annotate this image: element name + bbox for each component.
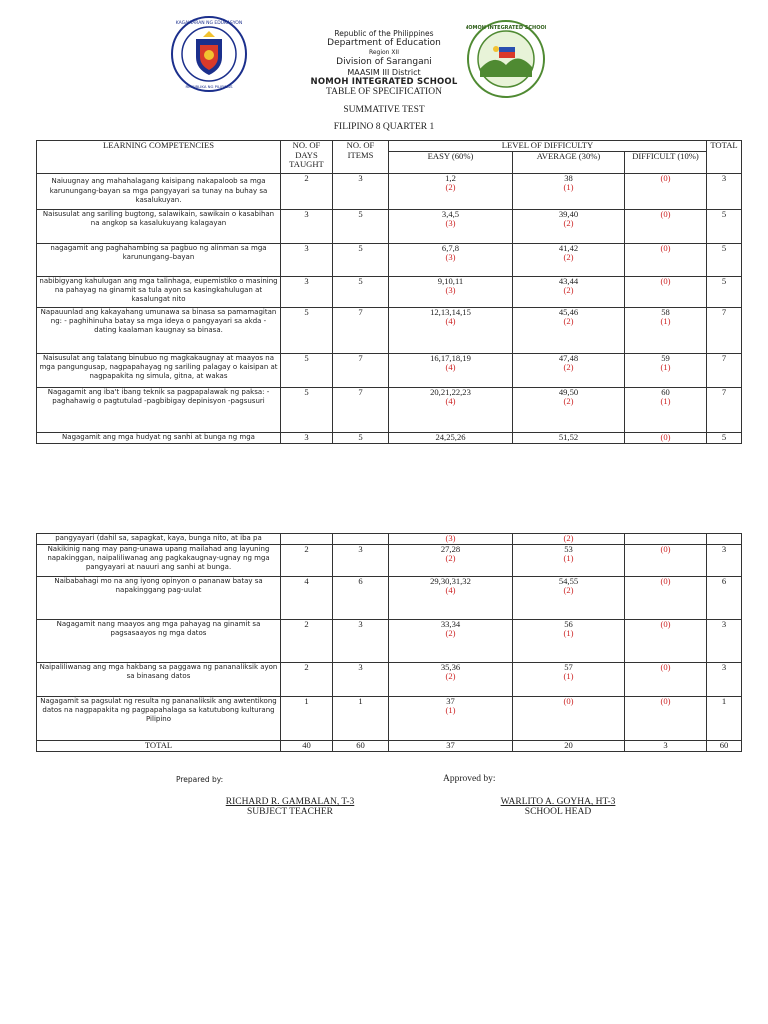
difficult-cell	[625, 432, 707, 443]
average-cell	[513, 544, 625, 576]
row-total-cell: 3	[707, 662, 742, 696]
items-cell: 1	[333, 696, 389, 740]
competency-text: Naisusulat ang talatang binubuo ng magkakaugnay at maayos na mga pangungusap, nagpapahayag ng sariling palagay o kaisipan at nagpapakita ng simula, gitna, at wakas	[39, 353, 278, 380]
district-line: MAASIM III District	[347, 68, 421, 77]
items-cell: 7	[333, 387, 389, 432]
difficult-cell	[625, 209, 707, 243]
item-count: (2)	[563, 285, 574, 296]
competency-text: Nagagamit ang iba't ibang teknik sa pagpapalawak ng paksa: -paghahawig o pagtutulad -pagbibigay depinisyon -pagsusuri	[47, 387, 270, 405]
competency-cell	[37, 243, 281, 276]
total-row	[37, 740, 742, 751]
item-count: (0)	[660, 662, 671, 672]
days-cell	[281, 534, 333, 545]
difficult-cell	[625, 576, 707, 619]
item-numbers: 12,13,14,15	[430, 307, 471, 317]
item-numbers: 47,48	[558, 353, 579, 363]
competency-cell	[37, 696, 281, 740]
average-cell	[513, 619, 625, 662]
row-total-cell: 7	[707, 387, 742, 432]
difficult-cell	[625, 243, 707, 276]
competency-text: Nakikinig nang may pang-unawa upang mailahad ang layuning napakinggan, naipaliliwanag ang pagkakaugnay-ugnay ng mga pangyayari at nauuri ang sanhi at bunga.	[47, 544, 270, 571]
table-row	[37, 353, 742, 387]
items-cell: 5	[333, 276, 389, 307]
row-total-cell: 3	[707, 544, 742, 576]
total-difficult: 3	[625, 740, 707, 751]
header-competencies: LEARNING COMPETENCIES	[37, 141, 281, 174]
average-cell	[513, 576, 625, 619]
item-numbers: 56	[564, 619, 573, 629]
table-row	[37, 544, 742, 576]
row-total-cell: 5	[707, 209, 742, 243]
competency-cell	[37, 353, 281, 387]
approved-by-label: Approved by:	[443, 774, 496, 784]
difficult-cell	[625, 544, 707, 576]
competency-text: Nagagamit sa pagsulat ng resulta ng pananaliksik ang awtentikong datos na nagpapakita ng pagpapahalaga sa katutubong kulturang Pilipino	[40, 696, 277, 723]
items-cell: 7	[333, 353, 389, 387]
total-label: TOTAL	[37, 740, 281, 751]
specification-table-page2	[36, 533, 742, 752]
items-cell: 3	[333, 619, 389, 662]
average-cell	[513, 353, 625, 387]
school-name: NOMOH INTEGRATED SCHOOL	[310, 77, 458, 87]
item-numbers: (0)	[563, 696, 574, 706]
days-cell: 2	[281, 544, 333, 576]
competency-text: pangyayari (dahil sa, sapagkat, kaya, bunga nito, at iba pa	[55, 534, 262, 542]
items-cell: 7	[333, 307, 389, 353]
item-count: (0)	[660, 209, 671, 219]
competency-cell	[37, 276, 281, 307]
item-numbers: 35,36	[440, 662, 461, 672]
easy-cell	[389, 353, 513, 387]
days-cell: 2	[281, 619, 333, 662]
item-numbers: 33,34	[440, 619, 461, 629]
days-cell: 3	[281, 432, 333, 443]
item-count: (4)	[445, 585, 456, 596]
item-numbers: 9,10,11	[437, 276, 464, 286]
days-cell: 1	[281, 696, 333, 740]
items-cell	[333, 534, 389, 545]
total-average: 20	[513, 740, 625, 751]
difficult-cell	[625, 619, 707, 662]
days-cell: 2	[281, 662, 333, 696]
items-cell: 5	[333, 243, 389, 276]
item-count: (1)	[660, 316, 671, 327]
svg-text:REPUBLIKA NG PILIPINAS: REPUBLIKA NG PILIPINAS	[185, 84, 233, 89]
prepared-name: RICHARD R. GAMBALAN, T-3	[225, 797, 355, 807]
easy-cell	[389, 173, 513, 209]
item-numbers: 20,21,22,23	[430, 387, 471, 397]
item-count: (3)	[445, 218, 456, 229]
item-count: (4)	[445, 396, 456, 407]
easy-cell	[389, 276, 513, 307]
item-count: (3)	[445, 533, 456, 543]
total-easy: 37	[389, 740, 513, 751]
row-total-cell: 7	[707, 353, 742, 387]
items-cell: 5	[333, 432, 389, 443]
item-numbers: 58	[661, 307, 670, 317]
item-count: (0)	[660, 276, 671, 286]
average-cell	[513, 209, 625, 243]
item-count: (0)	[660, 173, 671, 183]
competency-cell	[37, 619, 281, 662]
average-cell	[513, 662, 625, 696]
item-count: (3)	[445, 252, 456, 263]
easy-cell	[389, 432, 513, 443]
easy-cell	[389, 307, 513, 353]
competency-cell	[37, 544, 281, 576]
item-count: (0)	[660, 544, 671, 554]
item-numbers: 24,25,26	[435, 432, 466, 442]
easy-cell	[389, 576, 513, 619]
days-cell: 5	[281, 387, 333, 432]
item-count: (1)	[445, 705, 456, 716]
competency-cell	[37, 662, 281, 696]
days-cell: 4	[281, 576, 333, 619]
difficult-cell	[625, 307, 707, 353]
item-numbers: 1,2	[445, 173, 456, 183]
table-row	[37, 619, 742, 662]
easy-cell	[389, 696, 513, 740]
table-row	[37, 243, 742, 276]
difficult-cell	[625, 534, 707, 545]
approved-name: WARLITO A. GOYHA, HT-3	[500, 797, 616, 807]
item-count: (2)	[445, 553, 456, 564]
competency-cell	[37, 173, 281, 209]
items-cell: 3	[333, 662, 389, 696]
average-cell	[513, 432, 625, 443]
competency-cell	[37, 432, 281, 443]
competency-cell	[37, 209, 281, 243]
easy-cell	[389, 662, 513, 696]
item-numbers: 37	[446, 696, 455, 706]
region-line: Region XII	[368, 49, 400, 56]
item-numbers: 51,52	[558, 432, 579, 442]
total-items: 60	[333, 740, 389, 751]
row-total-cell: 5	[707, 243, 742, 276]
item-count: (4)	[445, 316, 456, 327]
item-count: (2)	[563, 396, 574, 407]
header-average: AVERAGE (30%)	[513, 151, 625, 173]
item-count: (1)	[563, 553, 574, 564]
item-numbers: 54,55	[558, 576, 579, 586]
table-row	[37, 432, 742, 443]
prepared-by-label: Prepared by:	[176, 775, 224, 784]
average-cell	[513, 387, 625, 432]
competency-text: Naiuugnay ang mahahalagang kaisipang nakapaloob sa mga karunungang-bayan sa mga pangyayari sa tunay na buhay sa kasalukuyan.	[49, 177, 268, 204]
item-numbers: 38	[564, 173, 573, 183]
item-count: (0)	[660, 696, 671, 706]
svg-text:NOMOH INTEGRATED SCHOOL: NOMOH INTEGRATED SCHOOL	[466, 25, 546, 31]
days-cell: 5	[281, 307, 333, 353]
average-cell	[513, 534, 625, 545]
competency-text: nabibigyang kahulugan ang mga talinhaga, eupemistiko o masining na pahayag na ginamit sa tula ayon sa kasingkahulugan at kasalungat nito	[39, 276, 278, 303]
table-row	[37, 173, 742, 209]
table-row	[37, 387, 742, 432]
competency-text: nagagamit ang paghahambing sa pagbuo ng alinman sa mga karunungang–bayan	[50, 243, 267, 261]
items-cell: 3	[333, 173, 389, 209]
days-cell: 3	[281, 243, 333, 276]
difficult-cell	[625, 696, 707, 740]
header-easy: EASY (60%)	[389, 151, 513, 173]
average-cell	[513, 243, 625, 276]
difficult-cell	[625, 662, 707, 696]
average-cell	[513, 173, 625, 209]
easy-cell	[389, 619, 513, 662]
row-total-cell: 5	[707, 432, 742, 443]
row-total-cell	[707, 534, 742, 545]
specification-table-page1	[36, 140, 742, 444]
item-numbers: 53	[564, 544, 573, 554]
document-title: TABLE OF SPECIFICATION	[326, 87, 442, 97]
prepared-title: SUBJECT TEACHER	[247, 806, 333, 817]
items-cell: 6	[333, 576, 389, 619]
row-total-cell: 5	[707, 276, 742, 307]
row-total-cell: 1	[707, 696, 742, 740]
item-numbers: 41,42	[558, 243, 579, 253]
total-days: 40	[281, 740, 333, 751]
days-cell: 3	[281, 276, 333, 307]
item-count: (0)	[660, 432, 671, 442]
competency-text: Napauunlad ang kakayahang umunawa sa binasa sa pamamagitan ng: - paghihinuha batay sa mga ideya o pangyayari sa akda - dating kaalaman kaugnay sa binasa.	[40, 307, 277, 334]
average-cell	[513, 276, 625, 307]
item-count: (1)	[563, 628, 574, 639]
item-numbers: 57	[564, 662, 573, 672]
item-count: (2)	[445, 671, 456, 682]
item-count: (2)	[563, 316, 574, 327]
row-total-cell: 7	[707, 307, 742, 353]
header-total: TOTAL	[707, 141, 742, 174]
competency-cell	[37, 576, 281, 619]
table-row	[37, 662, 742, 696]
header-difficult: DIFFICULT (10%)	[625, 151, 707, 173]
table-row	[37, 696, 742, 740]
easy-cell	[389, 534, 513, 545]
table-row	[37, 276, 742, 307]
row-total-cell: 6	[707, 576, 742, 619]
items-cell: 3	[333, 544, 389, 576]
approved-title: SCHOOL HEAD	[524, 806, 592, 817]
item-count: (2)	[445, 628, 456, 639]
item-numbers: 39,40	[558, 209, 579, 219]
item-numbers: 49,50	[558, 387, 579, 397]
test-type: SUMMATIVE TEST	[343, 105, 425, 115]
table-row	[37, 209, 742, 243]
item-count: (2)	[563, 362, 574, 373]
prepared-signatory	[190, 798, 390, 818]
item-count: (2)	[563, 252, 574, 263]
difficult-cell	[625, 387, 707, 432]
easy-cell	[389, 209, 513, 243]
row-total-cell: 3	[707, 619, 742, 662]
total-total: 60	[707, 740, 742, 751]
table-row	[37, 576, 742, 619]
header-no-items: NO. OF ITEMS	[333, 141, 389, 174]
average-cell	[513, 307, 625, 353]
competency-text: Naipaliliwanag ang mga hakbang sa paggawa ng pananaliksik ayon sa binasang datos	[39, 662, 278, 680]
row-total-cell: 3	[707, 173, 742, 209]
item-numbers: 43,44	[558, 276, 579, 286]
table-row	[37, 307, 742, 353]
item-count: (2)	[563, 585, 574, 596]
item-count: (1)	[563, 182, 574, 193]
table-row	[37, 534, 742, 545]
days-cell: 2	[281, 173, 333, 209]
division-line: Division of Sarangani	[336, 57, 432, 67]
competency-text: Nagagamit ang mga hudyat ng sanhi at bunga ng mga	[62, 432, 255, 441]
svg-text:KAGAWARAN NG EDUKASYON: KAGAWARAN NG EDUKASYON	[175, 21, 243, 26]
days-cell: 5	[281, 353, 333, 387]
header-level-of-difficulty: LEVEL OF DIFFICULTY	[389, 141, 707, 152]
item-numbers: 45,46	[558, 307, 579, 317]
difficult-cell	[625, 353, 707, 387]
department-line: Department of Education	[327, 38, 441, 48]
item-numbers: 6,7,8	[441, 243, 460, 253]
competency-text: Nagagamit nang maayos ang mga pahayag na ginamit sa pagsasaayos ng mga datos	[56, 619, 261, 637]
average-cell	[513, 696, 625, 740]
difficult-cell	[625, 173, 707, 209]
item-numbers: 16,17,18,19	[430, 353, 471, 363]
easy-cell	[389, 243, 513, 276]
item-numbers: 27,28	[440, 544, 461, 554]
competency-text: Naisusulat ang sariling bugtong, salawikain, sawikain o kasabihan na angkop sa kasalukuyang kalagayan	[42, 209, 275, 227]
item-count: (3)	[445, 285, 456, 296]
item-count: (1)	[660, 396, 671, 407]
items-cell: 5	[333, 209, 389, 243]
item-count: (2)	[563, 218, 574, 229]
easy-cell	[389, 387, 513, 432]
item-count: (1)	[563, 671, 574, 682]
easy-cell	[389, 544, 513, 576]
item-count: (0)	[660, 619, 671, 629]
item-count: (2)	[563, 533, 574, 543]
item-count: (0)	[660, 243, 671, 253]
subject-quarter: FILIPINO 8 QUARTER 1	[333, 122, 435, 132]
approved-signatory	[458, 798, 658, 818]
item-count: (2)	[445, 182, 456, 193]
item-count: (4)	[445, 362, 456, 373]
difficult-cell	[625, 276, 707, 307]
item-count: (1)	[660, 362, 671, 373]
item-count: (0)	[660, 576, 671, 586]
republic-line: Republic of the Philippines	[334, 29, 434, 38]
competency-cell	[37, 307, 281, 353]
days-cell: 3	[281, 209, 333, 243]
competency-cell	[37, 387, 281, 432]
header-days-taught: NO. OF DAYS TAUGHT	[281, 141, 333, 174]
item-numbers: 29,30,31,32	[430, 576, 471, 586]
item-numbers: 59	[661, 353, 670, 363]
item-numbers: 60	[661, 387, 670, 397]
competency-text: Naibabahagi mo na ang iyong opinyon o pananaw batay sa napakinggang pag-uulat	[54, 576, 263, 594]
competency-cell	[37, 534, 281, 545]
item-numbers: 3,4,5	[441, 209, 460, 219]
